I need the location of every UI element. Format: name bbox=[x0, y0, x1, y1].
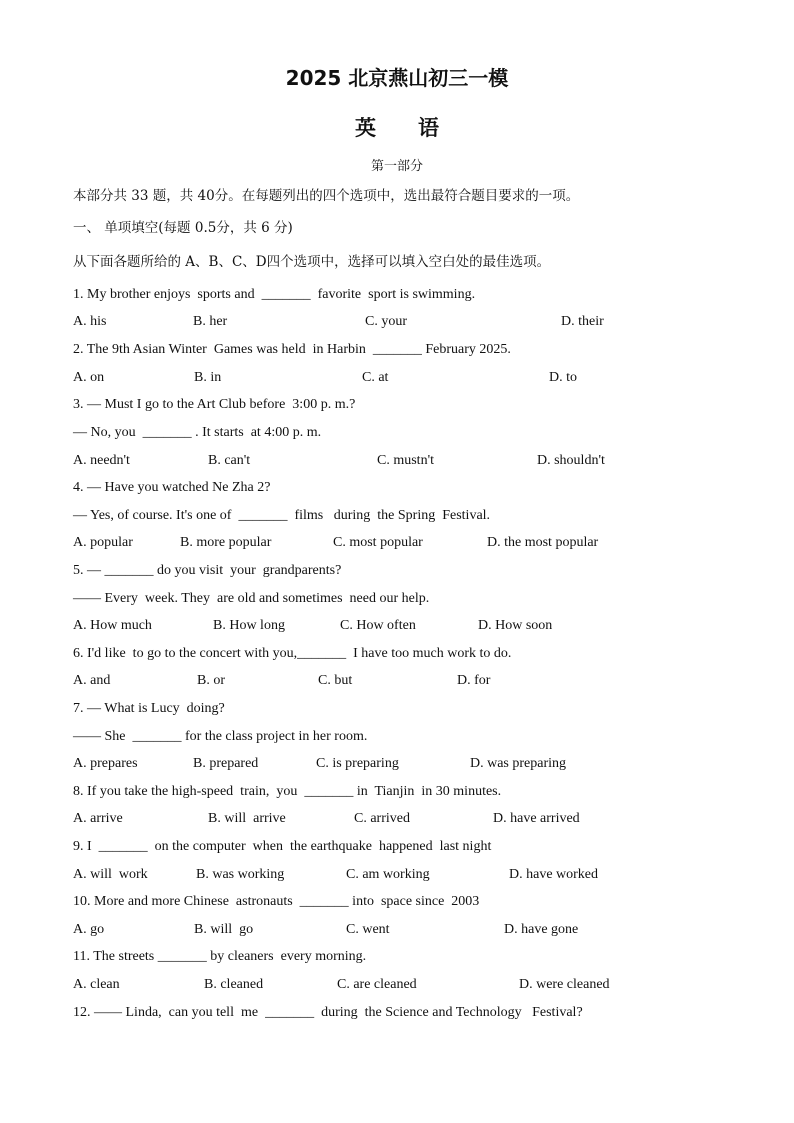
question-2-option-c: C. at bbox=[362, 370, 389, 385]
question-6-option-a: A. and bbox=[73, 673, 111, 688]
question-7-line-2: —— She _______ for the class project in her room. bbox=[73, 729, 368, 744]
question-1-line-1: 1. My brother enjoys sports and _______ favorite sport is swimming. bbox=[73, 287, 476, 302]
question-3-line-1: 3. — Must I go to the Art Club before 3:00 p. m.? bbox=[73, 397, 356, 412]
question-10-option-b: B. will go bbox=[194, 922, 254, 937]
question-3-option-a: A. needn't bbox=[73, 453, 130, 468]
question-11-option-b: B. cleaned bbox=[204, 977, 264, 992]
question-3-option-c: C. mustn't bbox=[377, 453, 434, 468]
question-8-option-c: C. arrived bbox=[354, 811, 410, 826]
question-3-option-d: D. shouldn't bbox=[537, 453, 605, 468]
question-8-option-d: D. have arrived bbox=[493, 811, 580, 826]
instruction-text: 从下面各题所给的 A、B、C、D四个选项中，选择可以填入空白处的最佳选项。 bbox=[73, 254, 551, 270]
question-2-option-d: D. to bbox=[549, 370, 577, 385]
question-6-option-c: C. but bbox=[318, 673, 353, 688]
question-10-option-c: C. went bbox=[346, 922, 390, 937]
question-12-line-1: 12. —— Linda, can you tell me _______ during the Science and Technology Festival? bbox=[73, 1005, 583, 1020]
question-2-line-1: 2. The 9th Asian Winter Games was held in Harbin _______ February 2025. bbox=[73, 342, 511, 357]
question-5-line-2: —— Every week. They are old and sometimes need our help. bbox=[73, 591, 430, 606]
question-11-option-d: D. were cleaned bbox=[519, 977, 610, 992]
question-7-option-a: A. prepares bbox=[73, 756, 138, 771]
question-10-option-a: A. go bbox=[73, 922, 105, 937]
question-7-option-c: C. is preparing bbox=[316, 756, 399, 771]
question-9-option-d: D. have worked bbox=[509, 867, 599, 882]
question-5-option-a: A. How much bbox=[73, 618, 152, 633]
question-6-line-1: 6. I'd like to go to the concert with you,_______ I have too much work to do. bbox=[73, 646, 512, 661]
question-9-option-a: A. will work bbox=[73, 867, 148, 882]
question-7-option-b: B. prepared bbox=[193, 756, 259, 771]
question-4-option-c: C. most popular bbox=[333, 535, 423, 550]
question-4-option-d: D. the most popular bbox=[487, 535, 599, 550]
question-3-line-2: — No, you _______ . It starts at 4:00 p. m. bbox=[73, 425, 322, 440]
section-heading: 一、 单项填空(每题 0.5分，共 6 分) bbox=[73, 220, 293, 236]
question-11-option-c: C. are cleaned bbox=[337, 977, 417, 992]
question-9-option-c: C. am working bbox=[346, 867, 430, 882]
question-1-option-c: C. your bbox=[365, 314, 407, 329]
question-8-line-1: 8. If you take the high-speed train, you _______ in Tianjin in 30 minutes. bbox=[73, 784, 502, 799]
question-9-option-b: B. was working bbox=[196, 867, 285, 882]
question-4-option-b: B. more popular bbox=[180, 535, 272, 550]
question-8-option-b: B. will arrive bbox=[208, 811, 286, 826]
question-8-option-a: A. arrive bbox=[73, 811, 123, 826]
part-heading: 第一部分 bbox=[370, 159, 423, 174]
question-4-line-2: — Yes, of course. It's one of _______ films during the Spring Festival. bbox=[73, 508, 491, 523]
question-11-option-a: A. clean bbox=[73, 977, 120, 992]
question-5-line-1: 5. — _______ do you visit your grandparents? bbox=[73, 563, 342, 578]
question-9-line-1: 9. I _______ on the computer when the earthquake happened last night bbox=[73, 839, 492, 854]
question-5-option-c: C. How often bbox=[340, 618, 416, 633]
question-2-option-b: B. in bbox=[194, 370, 222, 385]
question-1-option-a: A. his bbox=[73, 314, 107, 329]
page-title: 2025 北京燕山初三一模 bbox=[285, 66, 509, 90]
question-6-option-b: B. or bbox=[197, 673, 225, 688]
question-6-option-d: D. for bbox=[457, 673, 491, 688]
question-10-line-1: 10. More and more Chinese astronauts _______ into space since 2003 bbox=[73, 894, 480, 909]
question-2-option-a: A. on bbox=[73, 370, 105, 385]
question-3-option-b: B. can't bbox=[208, 453, 251, 468]
question-1-option-b: B. her bbox=[193, 314, 228, 329]
intro-text: 本部分共 33 题，共 40分。在每题列出的四个选项中，选出最符合题目要求的一项。 bbox=[73, 188, 580, 204]
question-4-line-1: 4. — Have you watched Ne Zha 2? bbox=[73, 480, 271, 495]
question-11-line-1: 11. The streets _______ by cleaners every morning. bbox=[73, 949, 367, 964]
question-7-line-1: 7. — What is Lucy doing? bbox=[73, 701, 225, 716]
subject-title: 英 语 bbox=[355, 116, 439, 140]
question-10-option-d: D. have gone bbox=[504, 922, 579, 937]
question-4-option-a: A. popular bbox=[73, 535, 133, 550]
question-7-option-d: D. was preparing bbox=[470, 756, 567, 771]
question-5-option-d: D. How soon bbox=[478, 618, 553, 633]
question-5-option-b: B. How long bbox=[213, 618, 285, 633]
question-1-option-d: D. their bbox=[561, 314, 604, 329]
